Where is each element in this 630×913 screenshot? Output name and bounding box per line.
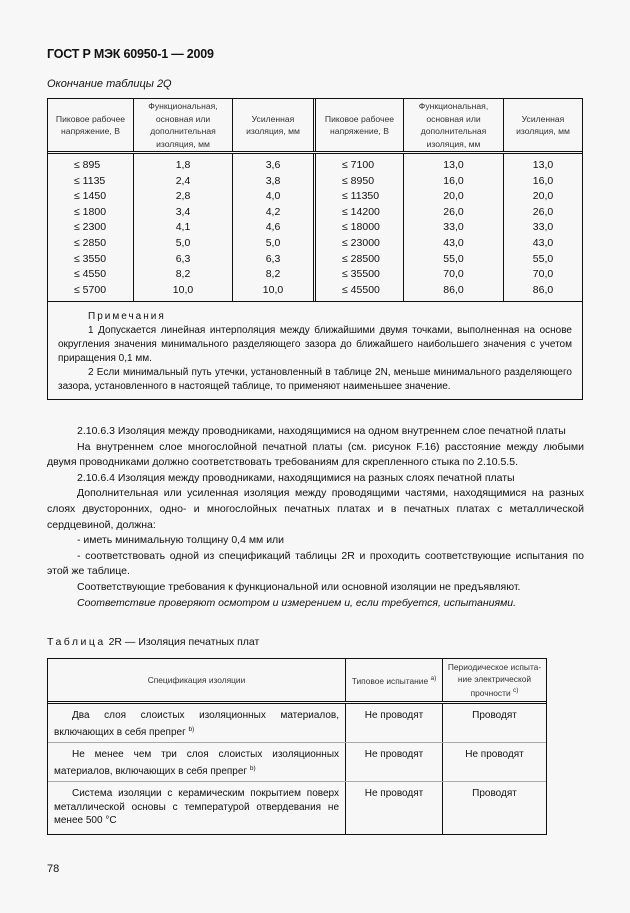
cell: 10,0 (262, 283, 284, 296)
cell: ≤ 18000 (342, 221, 380, 234)
cell: 3,6 (265, 159, 281, 171)
notes-heading: Примечания (88, 311, 166, 322)
label: Типовое испытание (351, 676, 429, 686)
cell: 5,0 (175, 236, 191, 249)
col-header-basic: Функциональная, основная или дополнительная изоляция, мм (134, 99, 233, 151)
footnote-mark: b) (188, 725, 195, 733)
bullet-item: - иметь минимальную толщину 0,4 мм или (77, 534, 285, 547)
cell: 6,3 (175, 252, 191, 265)
col-header-voltage: Пиковое рабочее напряжение, В (48, 99, 134, 151)
bullet-item: - соответствовать одной из спецификаций таблицы 2R и проходить соответствующие испытания по этой же таблице. (47, 549, 584, 578)
cell: 10,0 (172, 283, 194, 296)
cell: 55,0 (532, 252, 554, 265)
footnote-mark: c) (512, 687, 519, 694)
cell: ≤ 1450 (74, 190, 107, 203)
cell: 16,0 (532, 174, 554, 187)
cell: ≤ 1800 (74, 205, 107, 218)
col-header-spec: Спецификация изоляции (48, 659, 346, 701)
cell: 1,8 (175, 159, 191, 171)
table-2q-header (48, 99, 582, 154)
col-basic-right (404, 154, 504, 301)
cell-periodic: Проводят (472, 788, 517, 799)
cell-periodic: Не проводят (465, 749, 524, 760)
table-row (48, 743, 546, 782)
cell: 26,0 (532, 205, 554, 218)
cell: ≤ 28500 (342, 252, 380, 265)
col-header-type-test (346, 659, 443, 701)
paragraph: На внутреннем слое многослойной печатной платы (см. рисунок F.16) расстояние между любыми двумя проводниками должно соответствовать требованиям для скрепленного стыка по 2.10.5.5. (47, 440, 584, 469)
table-2r-caption (47, 636, 259, 648)
cell: ≤ 7100 (342, 159, 375, 171)
cell: 86,0 (443, 283, 464, 296)
col-header-periodic (443, 659, 546, 701)
body-text (47, 424, 584, 611)
cell: 3,4 (175, 205, 191, 218)
col-header-reinforced: Усиленная изоляция, мм (233, 99, 316, 151)
cell: 33,0 (443, 221, 464, 234)
cell: ≤ 2300 (74, 221, 107, 234)
cell: 2,8 (175, 190, 191, 203)
col-voltage-right (316, 154, 404, 301)
note-2: 2 Если минимальный путь утечки, установленный в таблице 2N, меньше минимального разделяющего зазора, установленного в настоящей таблице, то применяют наименьшее значение. (58, 367, 572, 392)
paragraph: Дополнительная или усиленная изоляция между проводящими частями, находящимися на разных слоях двусторонних, одно- и многослойных печатных платах и в печатных платах с металлической сердцевиной, должна: (47, 487, 584, 531)
section-2-10-6-4-heading: 2.10.6.4 Изоляция между проводниками, находящимися на разных слоях печатной платы (77, 471, 515, 484)
cell: ≤ 35500 (342, 268, 380, 281)
col-header-reinforced-2: Усиленная изоляция, мм (516, 113, 570, 136)
cell: ≤ 2850 (74, 236, 107, 249)
table-2q-body (48, 154, 582, 302)
cell: 6,3 (265, 252, 281, 265)
cell: 3,8 (265, 174, 281, 187)
cell: 16,0 (443, 174, 464, 187)
cell: 43,0 (532, 236, 554, 249)
cell: 4,0 (265, 190, 281, 203)
cell: 4,2 (265, 205, 281, 218)
cell: 4,1 (175, 221, 191, 234)
table-notes (48, 302, 582, 399)
cell: 13,0 (443, 159, 464, 171)
cell: ≤ 4550 (74, 268, 107, 281)
cell: ≤ 23000 (342, 236, 380, 249)
cell: 70,0 (532, 268, 554, 281)
section-2-10-6-3-heading: 2.10.6.3 Изоляция между проводниками, находящимися на одном внутреннем слое печатной платы (77, 425, 566, 437)
cell: 26,0 (443, 205, 464, 218)
cell-type-test: Не проводят (346, 704, 443, 742)
cell: 5,0 (265, 236, 281, 249)
page-number: 78 (47, 863, 60, 875)
col-header-voltage-2: Пиковое рабочее напряжение, В (316, 99, 404, 151)
cell: 8,2 (175, 268, 191, 281)
label: Периодическое испыта-ние электрической прочности (447, 662, 542, 698)
table-title: 2R — Изоляция печатных плат (108, 636, 260, 648)
cell: ≤ 3550 (74, 252, 107, 265)
cell-spec: Система изоляции с керамическим покрытием поверх металлической основы с температурой отвердевания не менее 500 °С (48, 782, 346, 834)
footnote-mark: a) (430, 675, 437, 682)
note-1: 1 Допускается линейная интерполяция между ближайшими двумя точками, выполненная на основе округления значения минимального разделяющего зазора до ближайшего наибольшего значения с учетом приращения 0,1 мм. (58, 325, 572, 364)
document-title: ГОСТ Р МЭК 60950-1 — 2009 (47, 47, 214, 61)
table-label: Таблица (47, 636, 106, 648)
cell-spec (48, 743, 346, 781)
col-basic-left (134, 154, 233, 301)
cell: 20,0 (443, 190, 464, 203)
cell: ≤ 8950 (342, 174, 375, 187)
cell: 70,0 (443, 268, 464, 281)
col-reinforced-left (233, 154, 316, 301)
cell: ≤ 5700 (74, 283, 107, 296)
cell: 8,2 (265, 268, 281, 281)
cell-type-test: Не проводят (346, 743, 443, 781)
table-2q (47, 98, 583, 400)
cell-spec (48, 704, 346, 742)
col-header-basic-2: Функциональная, основная или дополнительная изоляция, мм (404, 99, 504, 151)
paragraph: Соответствующие требования к функциональной или основной изоляции не предъявляют. (77, 580, 521, 593)
col-voltage-left (48, 154, 134, 301)
cell-type-test: Не проводят (346, 782, 443, 834)
cell: 20,0 (532, 190, 554, 203)
cell: 86,0 (532, 283, 554, 296)
cell-periodic: Проводят (472, 710, 517, 721)
table-continuation-caption: Окончание таблицы 2Q (47, 78, 172, 90)
text: Два слоя слоистых изоляционных материалов, включающих в себя препрег (54, 710, 339, 738)
table-row (48, 782, 546, 834)
cell: ≤ 14200 (342, 205, 380, 218)
footnote-mark: b) (249, 764, 256, 772)
cell: 13,0 (532, 159, 554, 171)
cell: 43,0 (443, 236, 464, 249)
cell: ≤ 45500 (342, 283, 380, 296)
col-reinforced-right (504, 154, 582, 301)
table-row (48, 704, 546, 743)
cell: ≤ 895 (74, 159, 101, 171)
table-2r-header (48, 659, 546, 704)
cell: 33,0 (532, 221, 554, 234)
cell: 2,4 (175, 174, 191, 187)
table-2r (47, 658, 547, 835)
compliance-statement: Соответствие проверяют осмотром и измерением и, если требуется, испытаниями. (77, 596, 517, 609)
text: Не менее чем три слоя слоистых изоляционных материалов, включающих в себя препрег (54, 749, 339, 777)
cell: ≤ 1135 (74, 174, 106, 187)
cell: 4,6 (265, 221, 281, 234)
cell: 55,0 (443, 252, 464, 265)
cell: ≤ 11350 (342, 190, 380, 203)
